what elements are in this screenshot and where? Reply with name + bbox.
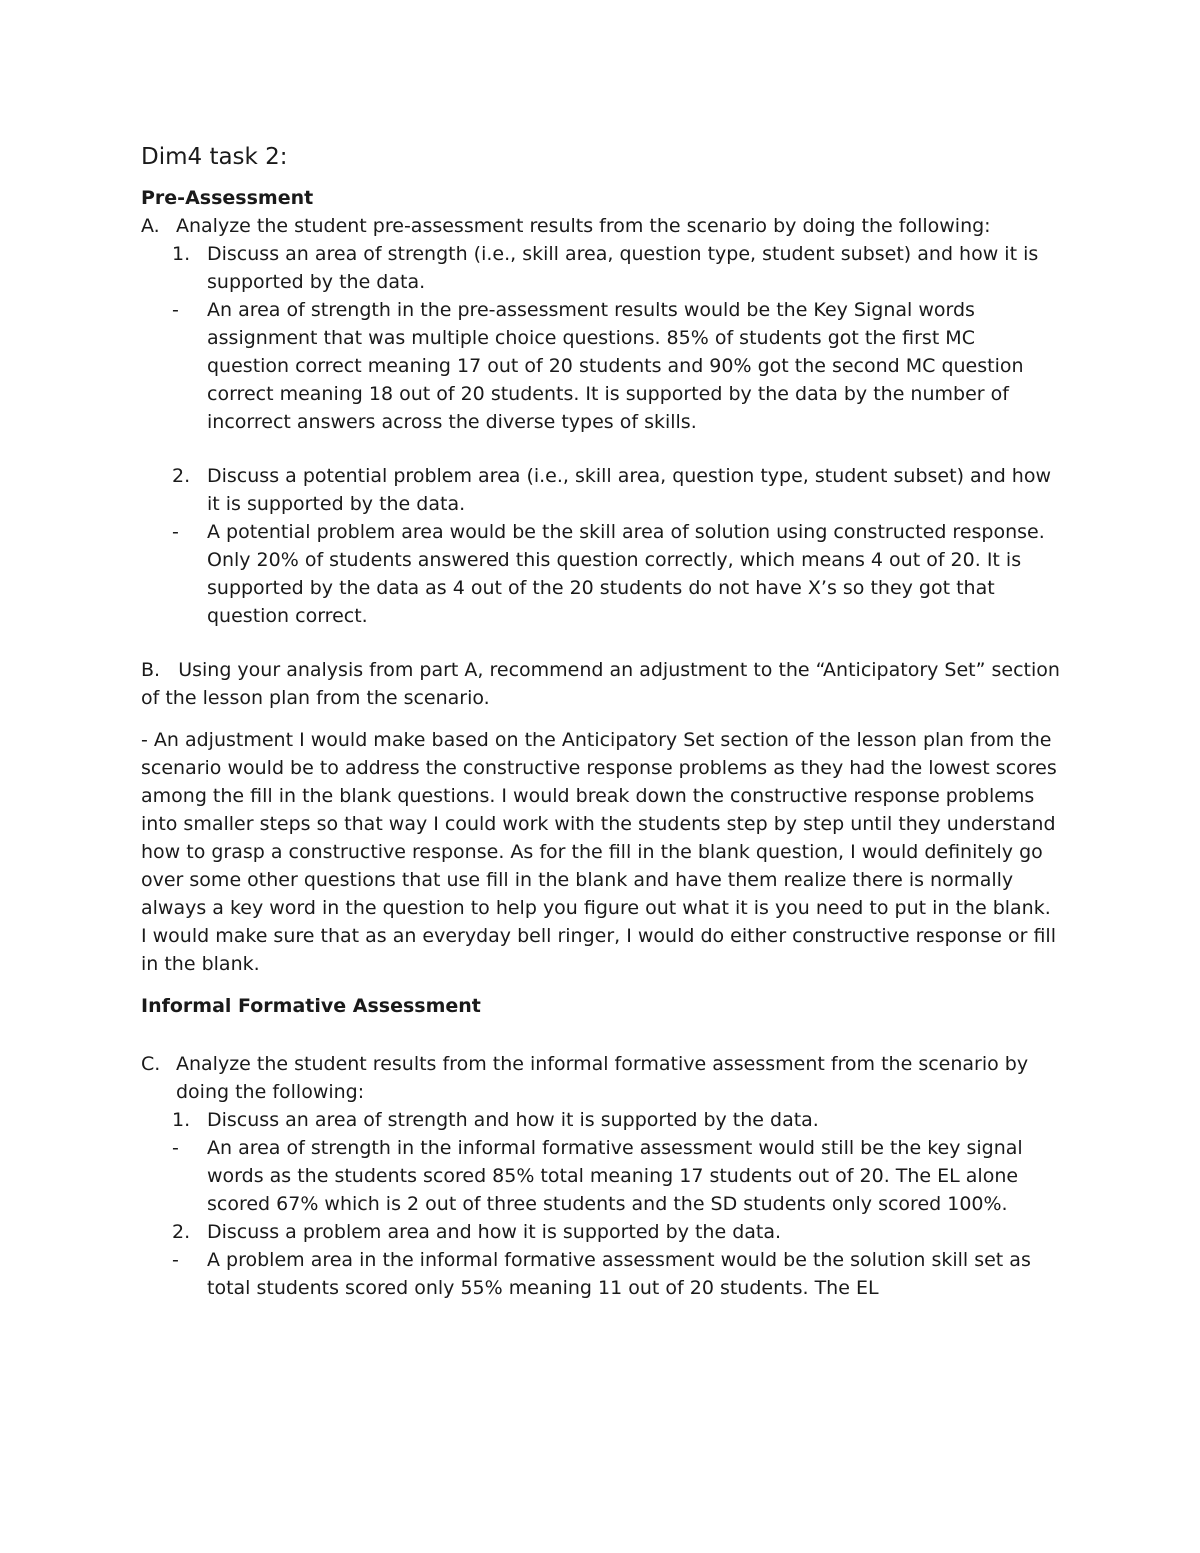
question-c-text: Analyze the student results from the informal formative assessment from the scenario by doing the following: bbox=[176, 1053, 1029, 1103]
question-b-marker: B. bbox=[141, 659, 161, 681]
answer-a2-text: A potential problem area would be the skill area of solution using constructed response. Only 20% of students answered this question correctly, which means 4 out of 20. It is supported by the data as 4 out of the 20 students do not have X’s so they got that question correct. bbox=[207, 521, 1045, 627]
question-c2 bbox=[172, 1218, 1061, 1246]
question-a-marker: A. bbox=[141, 215, 160, 237]
answer-a2-marker: - bbox=[172, 521, 179, 543]
question-a1-marker: 1. bbox=[172, 243, 191, 265]
answer-b: - An adjustment I would make based on the Anticipatory Set section of the lesson plan from the scenario would be to address the constructive response problems as they had the lowest scores among the fill in the blank questions. I would break down the constructive response problems into smaller steps so that way I could work with the students step by step until they understand how to grasp a constructive response. As for the fill in the blank question, I would definitely go over some other questions that use fill in the blank and have them realize there is normally always a key word in the question to help you figure out what it is you need to put in the blank. I would make sure that as an everyday bell ringer, I would do either constructive response or fill in the blank. bbox=[141, 729, 1057, 975]
question-a1 bbox=[172, 240, 1061, 296]
answer-c1-marker: - bbox=[172, 1137, 179, 1159]
document-title: Dim4 task 2: bbox=[141, 144, 288, 170]
question-c bbox=[141, 1050, 1061, 1106]
question-a2-text: Discuss a potential problem area (i.e., skill area, question type, student subset) and how it is supported by the data. bbox=[207, 465, 1052, 515]
answer-c2-marker: - bbox=[172, 1249, 179, 1271]
question-a2-marker: 2. bbox=[172, 465, 191, 487]
question-c1-text: Discuss an area of strength and how it is supported by the data. bbox=[207, 1109, 819, 1131]
question-a1-text: Discuss an area of strength (i.e., skill area, question type, student subset) and how it is supported by the data. bbox=[207, 243, 1039, 293]
question-a bbox=[141, 212, 1061, 240]
question-b-text: Using your analysis from part A, recommend an adjustment to the “Anticipatory Set” section of the lesson plan from the scenario. bbox=[141, 659, 1060, 709]
answer-a1 bbox=[172, 296, 1061, 436]
question-a-text: Analyze the student pre-assessment results from the scenario by doing the following: bbox=[176, 215, 991, 237]
question-c2-marker: 2. bbox=[172, 1221, 191, 1243]
answer-c1-text: An area of strength in the informal formative assessment would still be the key signal words as the students scored 85% total meaning 17 students out of 20. The EL alone scored 67% which is 2 out of three students and the SD students only scored 100%. bbox=[207, 1137, 1023, 1215]
document-page bbox=[141, 140, 1061, 1302]
answer-a1-marker: - bbox=[172, 299, 179, 321]
answer-c2-text: A problem area in the informal formative assessment would be the solution skill set as total students scored only 55% meaning 11 out of 20 students. The EL bbox=[207, 1249, 1031, 1299]
section-heading-pre-assessment: Pre-Assessment bbox=[141, 187, 314, 209]
answer-c2 bbox=[172, 1246, 1061, 1302]
question-a2 bbox=[172, 462, 1061, 518]
answer-a1-text: An area of strength in the pre-assessment results would be the Key Signal words assignment that was multiple choice questions. 85% of students got the first MC question correct meaning 17 out of 20 students and 90% got the second MC question correct meaning 18 out of 20 students. It is supported by the data by the number of incorrect answers across the diverse types of skills. bbox=[207, 299, 1024, 433]
question-b bbox=[141, 656, 1061, 712]
question-c-marker: C. bbox=[141, 1053, 161, 1075]
answer-a2 bbox=[172, 518, 1061, 630]
question-c1 bbox=[172, 1106, 1061, 1134]
section-heading-informal-formative: Informal Formative Assessment bbox=[141, 995, 481, 1017]
question-c2-text: Discuss a problem area and how it is supported by the data. bbox=[207, 1221, 782, 1243]
answer-c1 bbox=[172, 1134, 1061, 1218]
question-c1-marker: 1. bbox=[172, 1109, 191, 1131]
